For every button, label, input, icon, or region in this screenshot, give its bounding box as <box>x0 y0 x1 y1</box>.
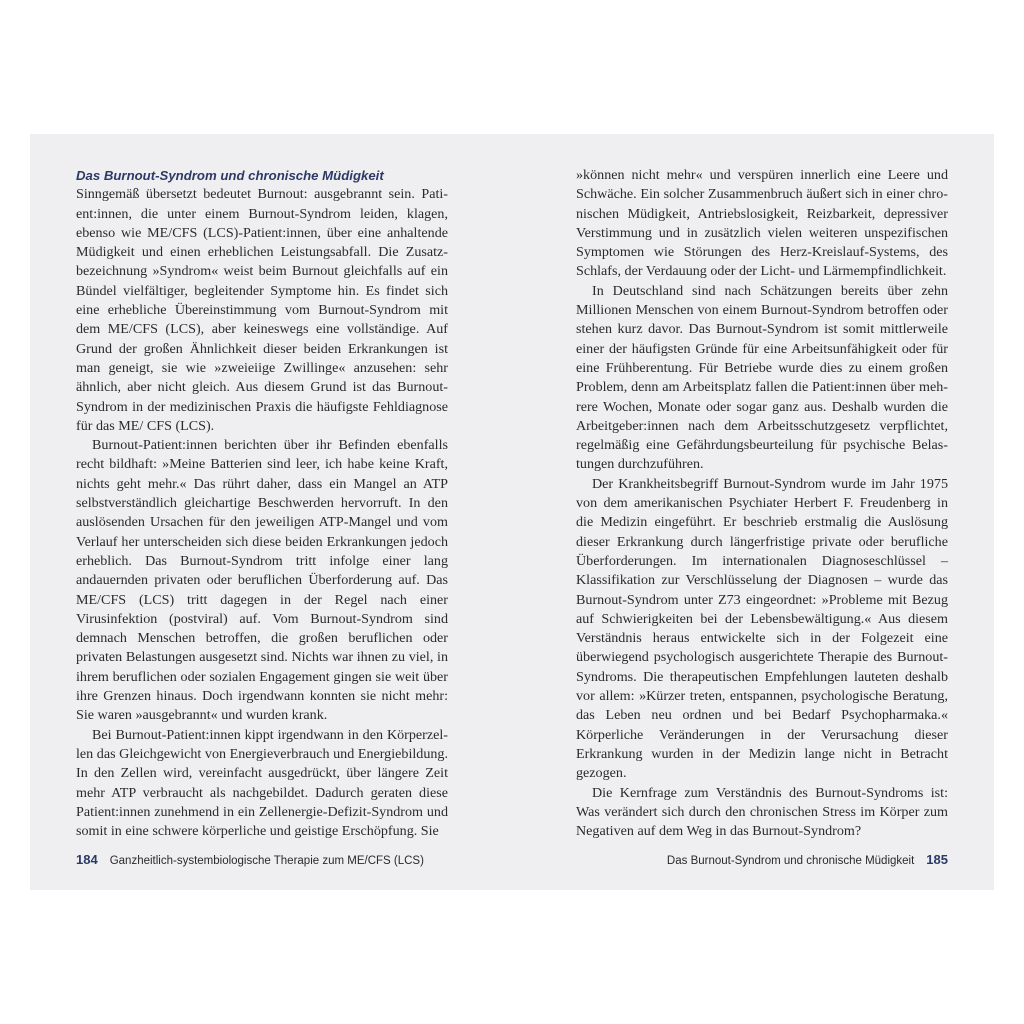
left-page <box>76 166 448 841</box>
right-page <box>576 166 948 841</box>
right-page-footer <box>667 852 948 867</box>
book-spread <box>30 134 994 890</box>
page-number: 184 <box>76 852 98 867</box>
paragraph: Bei Burnout-Patient:innen kippt irgendwann in den Körperzellen das Gleichgewicht von Energieverbrauch und Energiebildung. In den Zellen wird, vereinfacht ausgedrückt, über längere Zeit mehr ATP verbraucht als nachgebildet. Dadurch geraten diese Patient:innen zunehmend in ein Zellenergie-Defizit-Syndrom und somit in eine schwere körperliche und geistige Erschöpfung. Sie <box>76 726 448 840</box>
section-heading: Das Burnout-Syndrom und chronische Müdigkeit <box>76 168 384 183</box>
running-title: Ganzheitlich-systembiologische Therapie zum ME/CFS (LCS) <box>109 855 424 867</box>
left-page-footer <box>76 852 424 867</box>
paragraph: »können nicht mehr« und verspüren innerlich eine Leere und Schwäche. Ein solcher Zusammenbruch äußert sich in einer chronischen Müdigkeit, Antriebslosigkeit, Reizbarkeit, depressiver Verstimmung und in zusätzlich vielen weiteren unspezifischen Symptomen wie Störungen des Herz-Kreislauf-Systems, des Schlafs, der Verdauung oder der Licht- und Lärmempfindlichkeit. <box>576 167 948 280</box>
paragraph: In Deutschland sind nach Schätzungen bereits über zehn Millionen Menschen von einem Burnout-Syndrom betroffen oder stehen kurz davor. Das Burnout-Syndrom ist somit mittlerweile einer der häufigsten Gründe für eine Arbeitsunfähigkeit oder für eine Frühberentung. Für Betriebe wurde dies zu einem großen Problem, denn am Arbeitsplatz fallen die Patient:innen über mehrere Wochen, Monate oder sogar ganz aus. Deshalb wurden die Arbeitgeber:innen nach dem Arbeitsschutzgesetz verpflichtet, regelmäßig eine Gefährdungsbeurteilung für psychische Belastungen durchzuführen. <box>576 282 948 473</box>
paragraph: Der Krankheitsbegriff Burnout-Syndrom wurde im Jahr 1975 von dem amerikanischen Psychiater Herbert F. Freudenberg in die Medizin eingeführt. Er beschrieb erstmalig die Auslösung dieser Erkrankung durch längerfristige private oder berufliche Überforderungen. Im internationalen Diagnoseschlüssel – Klassifikation zur Verschlüsselung der Diagnosen – wurde das Burnout-Syndrom unter Z73 eingeordnet: »Probleme mit Bezug auf Schwierigkeiten bei der Lebensbewältigung.« Aus diesem Verständnis heraus entwickelte sich in der Folgezeit eine überwiegend psychologisch ausgerichtete Therapie des Burnout-Syndroms. Die therapeutischen Empfehlungen lauteten deshalb vor allem: »Kürzer treten, entspannen, psychologische Beratung, das Leben neu ordnen und bei Bedarf Psychopharmaka.« Körperliche Veränderungen in der Verursachung dieser Erkrankung wurden in der Medizin lange nicht in Betracht gezogen. <box>576 475 948 782</box>
page-number: 185 <box>926 852 948 867</box>
paragraph: Burnout-Patient:innen berichten über ihr Befinden ebenfalls recht bildhaft: »Meine Batterien sind leer, ich habe keine Kraft, nichts geht mehr.« Das rührt daher, dass ein Mangel an ATP selbstverständlich gleichartige Beschwerden hervorruft. In den auslösenden Ursachen für den jeweiligen ATP-Mangel und vom Verlauf her unterscheiden sich diese beiden Erkrankungen jedoch erheblich. Das Burnout-Syndrom tritt infolge einer lang andauernden privaten oder beruflichen Überforderung auf. Das ME/CFS (LCS) tritt dagegen in der Regel nach einer Virusinfektion (postviral) auf. Vom Burnout-Syndrom sind demnach Menschen betroffen, die großen beruflichen oder privaten Belastungen ausgesetzt sind. Nichts war ihnen zu viel, in ihrem beruflichen oder sozialen Engagement gingen sie weit über ihre Grenzen hinaus. Doch irgendwann konnten sie nicht mehr: Sie waren »ausgebrannt« und wurden krank. <box>76 437 448 724</box>
running-title: Das Burnout-Syndrom und chronische Müdigkeit <box>666 855 915 867</box>
paragraph: Die Kernfrage zum Verständnis des Burnout-Syndroms ist: Was verändert sich durch den chronischen Stress im Körper zum Negativen auf dem Weg in das Burnout-Syndrom? <box>576 784 948 840</box>
paragraph: Sinngemäß übersetzt bedeutet Burnout: ausgebrannt sein. Patient:innen, die unter einem Burnout-Syndrom leiden, klagen, ebenso wie ME/CFS (LCS)-Patient:innen, über eine anhaltende Müdigkeit und einen erheblichen Leistungsabfall. Die Zusatzbezeichnung »Syndrom« weist beim Burnout gleichfalls auf ein Bündel vielfältiger, begleitender Symptome hin. Es findet sich eine erhebliche Übereinstimmung vom Burnout-Syndrom mit dem ME/CFS (LCS), aber keineswegs eine vollständige. Auf Grund der großen Ähnlichkeit dieser beiden Erkrankungen ist man geneigt, sie wie »zweieiige Zwillinge« anzusehen: sehr ähnlich, aber nicht gleich. Aus diesem Grund ist das Burnout-Syndrom in der medizinischen Praxis die häufigste Fehldiagnose für das ME/ CFS (LCS). <box>76 186 448 434</box>
